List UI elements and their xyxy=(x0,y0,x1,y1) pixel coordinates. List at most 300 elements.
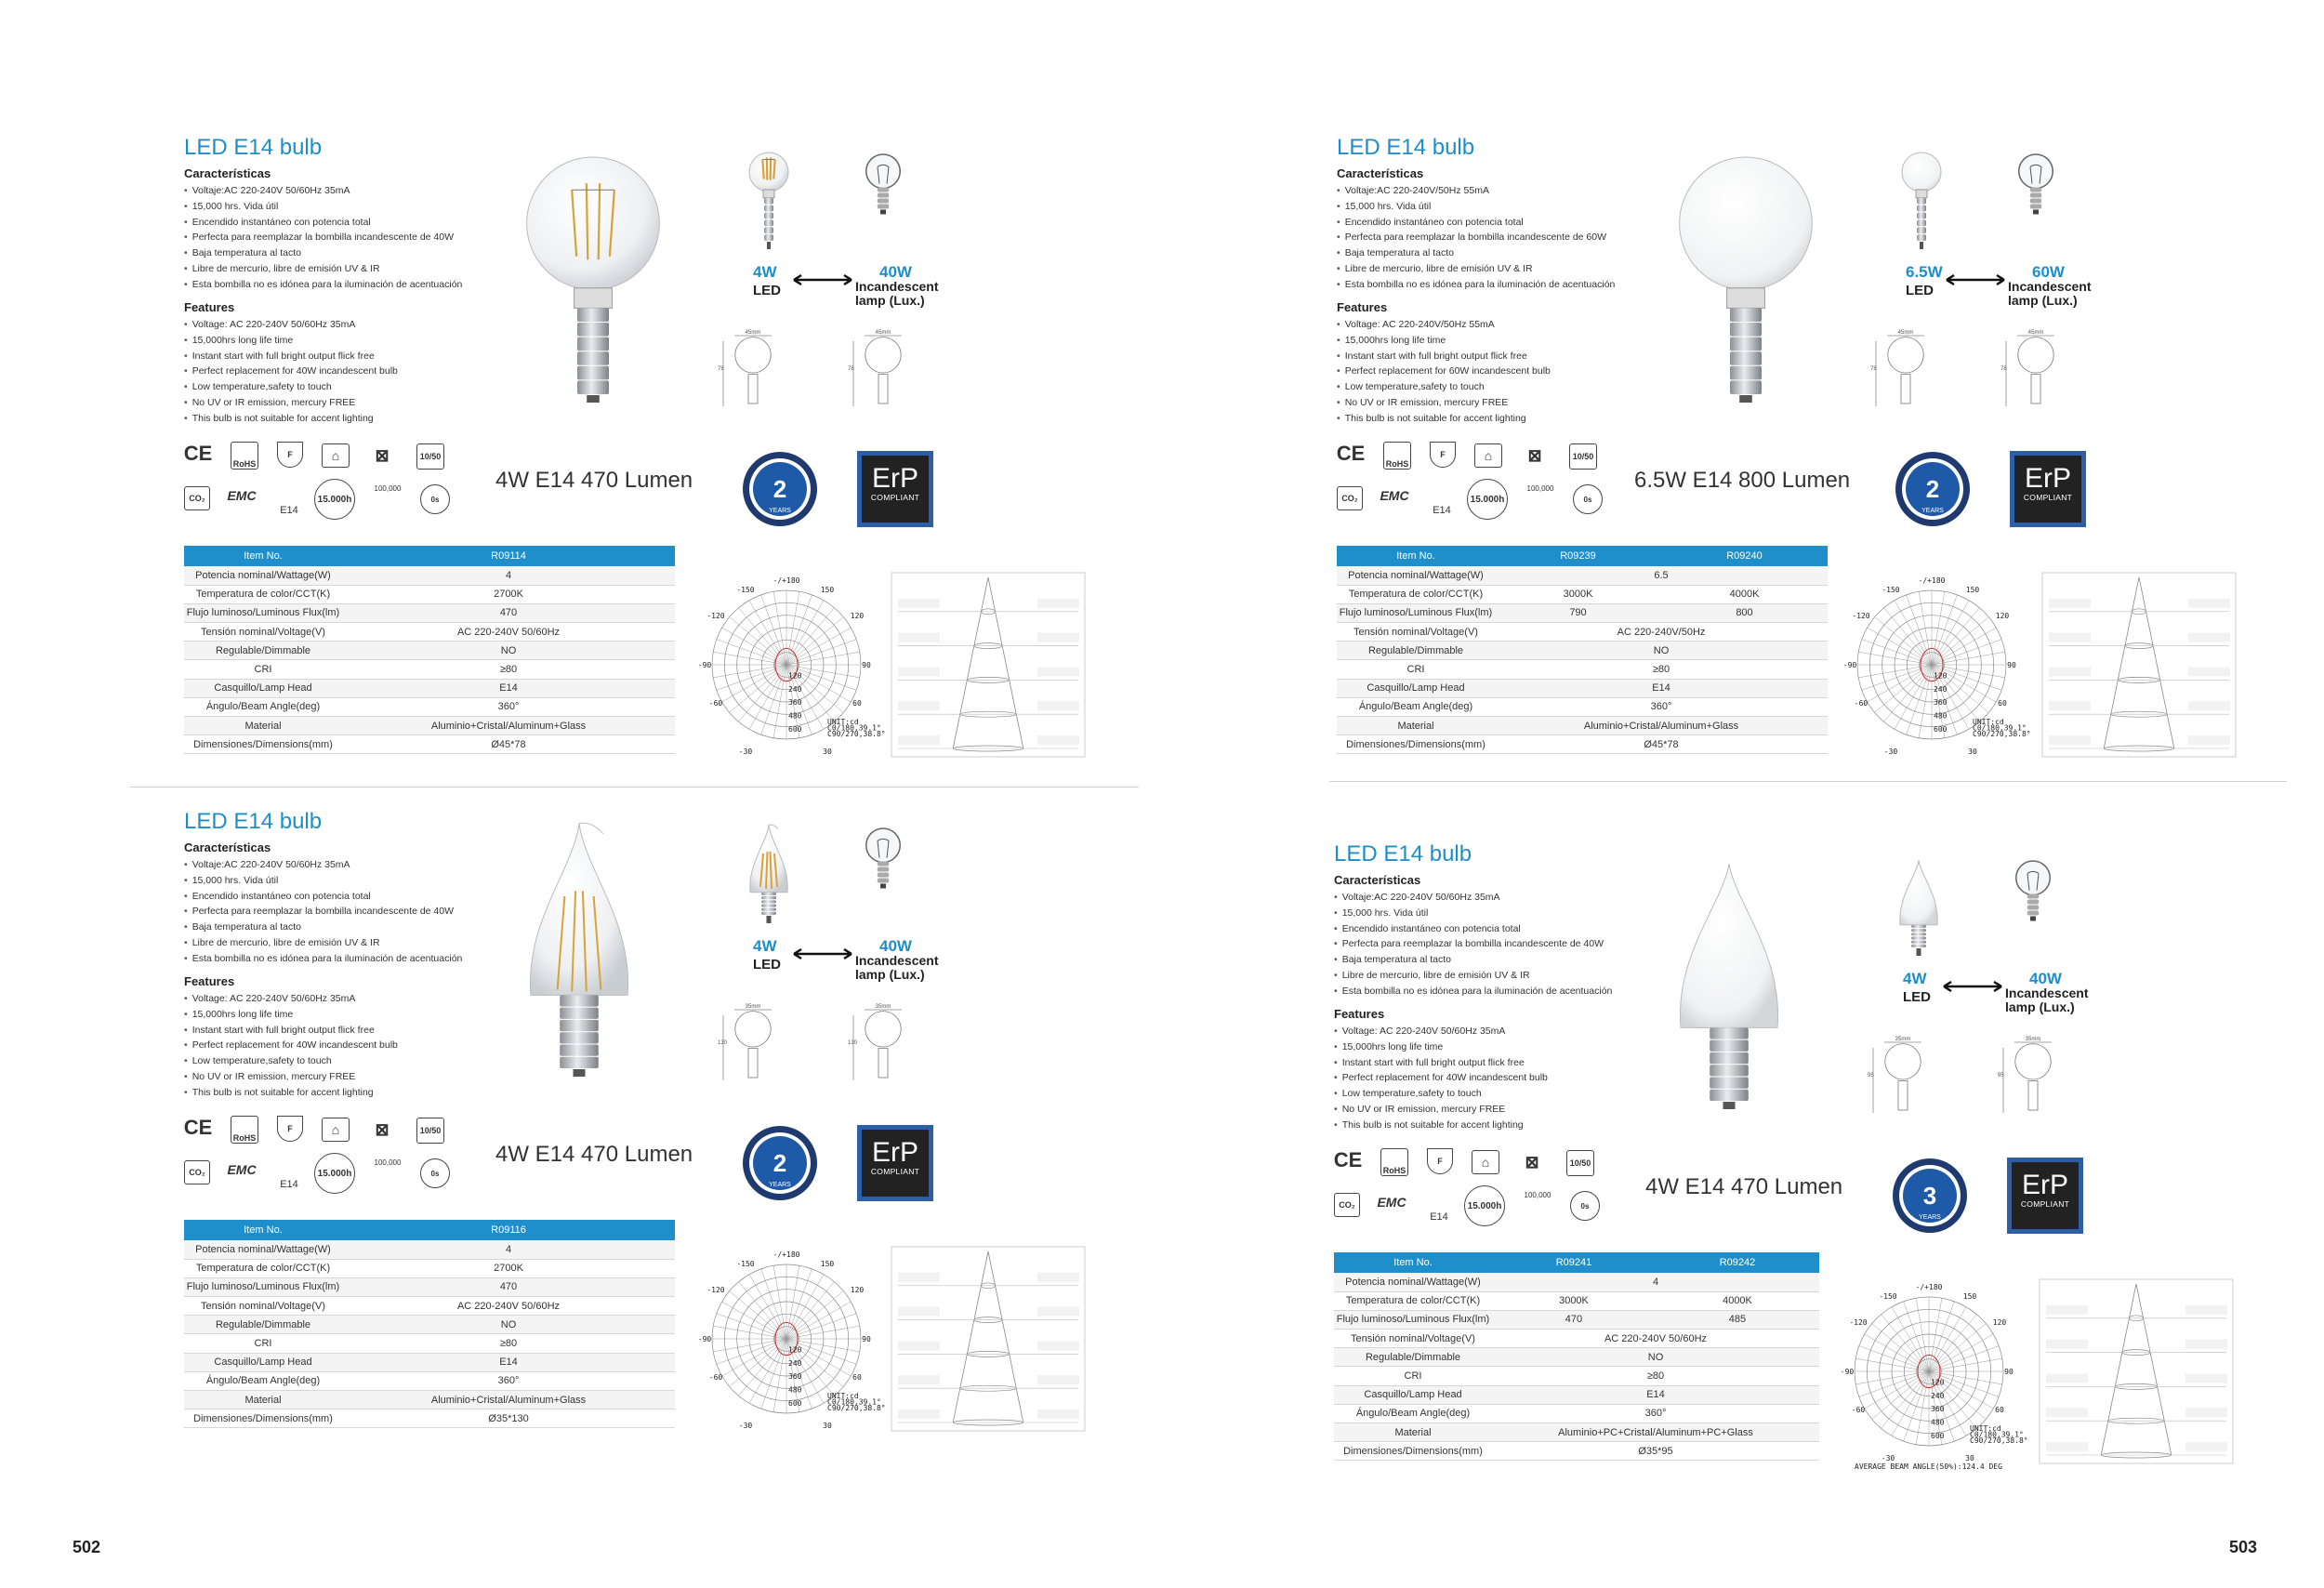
svg-text:-60: -60 xyxy=(708,699,723,708)
feature-item: • This bulb is not suitable for accent lighting xyxy=(1334,1118,1548,1133)
main-bulb-image xyxy=(514,153,672,409)
svg-text:35mm: 35mm xyxy=(2025,1037,2041,1042)
polar-light-distribution-chart xyxy=(693,1246,886,1436)
illuminance-cone-chart xyxy=(2039,1278,2234,1469)
certification-icons xyxy=(184,442,472,525)
product-panel-2 xyxy=(1337,135,2304,776)
svg-text:240: 240 xyxy=(788,1358,802,1368)
incandescent-sublabel: lamp (Lux.) xyxy=(2005,999,2075,1014)
caracteristica-item: • Libre de mercurio, libre de emisión UV & IR xyxy=(1337,261,1615,277)
table-cell: Temperatura de color/CCT(K) xyxy=(184,585,342,603)
switch-cycles-icon: 100,000 xyxy=(374,484,402,493)
table-header-cell: R09242 xyxy=(1656,1252,1819,1273)
table-cell: 800 xyxy=(1661,603,1828,622)
table-row xyxy=(1337,603,1828,622)
table-row xyxy=(184,1277,675,1296)
feature-item: • This bulb is not suitable for accent lighting xyxy=(1337,411,1551,427)
ce-mark-icon: CE xyxy=(1336,442,1366,465)
erp-compliant-label: COMPLIANT xyxy=(2023,493,2073,502)
table-row xyxy=(184,1240,675,1259)
caracteristica-item: • Baja temperatura al tacto xyxy=(1334,952,1612,968)
table-header-row xyxy=(184,1220,675,1240)
table-header-cell: R09239 xyxy=(1495,546,1661,566)
energy-class-f-icon: F xyxy=(277,442,303,468)
svg-text:YEARS: YEARS xyxy=(1919,1214,1941,1221)
table-row xyxy=(184,717,675,735)
table-cell: Potencia nominal/Wattage(W) xyxy=(1337,566,1495,585)
table-header-row xyxy=(1337,546,1828,566)
svg-text:35mm: 35mm xyxy=(745,1004,761,1010)
emc-icon: EMC xyxy=(1380,488,1409,503)
features-list xyxy=(184,317,398,427)
lumen-rating: 4W E14 470 Lumen xyxy=(495,468,693,493)
table-cell: 360° xyxy=(342,1371,675,1390)
svg-text:UNIT:cd: UNIT:cd xyxy=(827,718,859,726)
table-header-cell: Item No. xyxy=(1334,1252,1492,1273)
svg-text:-120: -120 xyxy=(1852,612,1870,620)
caracteristica-item: • Baja temperatura al tacto xyxy=(184,245,462,261)
svg-text:120: 120 xyxy=(1992,1318,2007,1327)
caracteristica-item: • Voltaje:AC 220-240V 50/60Hz 35mA xyxy=(184,857,462,873)
product-title: LED E14 bulb xyxy=(1334,841,1472,867)
rohs-icon: RoHS xyxy=(1383,442,1411,470)
product-title: LED E14 bulb xyxy=(184,809,323,834)
feature-item: • Perfect replacement for 60W incandescent bulb xyxy=(1337,364,1551,379)
table-cell: 2700K xyxy=(342,1259,675,1277)
svg-text:-30: -30 xyxy=(738,1422,753,1430)
table-cell: 4000K xyxy=(1661,585,1828,603)
feature-item: • 15,000hrs long life time xyxy=(184,1007,398,1023)
svg-text:360: 360 xyxy=(788,698,802,708)
svg-text:-150: -150 xyxy=(1882,586,1900,594)
table-cell: Flujo luminoso/Luminous Flux(lm) xyxy=(1334,1310,1492,1329)
warranty-badge-icon xyxy=(742,1125,818,1201)
table-cell: 470 xyxy=(1492,1310,1656,1329)
caracteristica-item: • Encendido instantáneo con potencia total xyxy=(1334,921,1612,937)
table-header-cell: R09114 xyxy=(342,546,675,566)
table-row xyxy=(184,566,675,585)
erp-label: ErP xyxy=(871,1137,918,1168)
svg-text:C0/180,39.1°: C0/180,39.1° xyxy=(1973,723,2027,733)
svg-text:-/+180: -/+180 xyxy=(772,1251,800,1259)
svg-text:90: 90 xyxy=(862,1335,871,1343)
page-number-right: 503 xyxy=(2229,1538,2258,1556)
svg-text:120: 120 xyxy=(1995,612,2010,620)
svg-text:30: 30 xyxy=(823,1422,832,1430)
caracteristica-item: • 15,000 hrs. Vida útil xyxy=(1334,906,1612,921)
ce-mark-icon: CE xyxy=(183,1116,213,1139)
table-cell: Casquillo/Lamp Head xyxy=(184,679,342,697)
svg-text:60: 60 xyxy=(1998,699,2007,708)
caracteristica-item: • Voltaje:AC 220-240V/50Hz 55mA xyxy=(1337,183,1615,199)
table-row xyxy=(1337,585,1828,603)
weee-bin-icon: ⊠ xyxy=(1527,445,1542,465)
e14-socket-icon: E14 xyxy=(1430,1211,1448,1223)
erp-compliant-label: COMPLIANT xyxy=(870,493,920,502)
feature-item: • Voltage: AC 220-240V 50/60Hz 35mA xyxy=(1334,1024,1548,1039)
feature-item: • This bulb is not suitable for accent lighting xyxy=(184,411,398,427)
svg-text:150: 150 xyxy=(1965,586,1980,594)
led-wattage: 4W xyxy=(753,263,777,281)
table-cell: ≥80 xyxy=(1495,660,1828,679)
table-cell: Material xyxy=(184,1391,342,1409)
svg-text:90: 90 xyxy=(2007,661,2016,669)
table-cell: E14 xyxy=(1495,679,1828,697)
caracteristica-item: • Libre de mercurio, libre de emisión UV & IR xyxy=(184,261,462,277)
svg-text:90: 90 xyxy=(2004,1368,2014,1376)
svg-text:35mm: 35mm xyxy=(875,1004,891,1010)
table-row xyxy=(1334,1310,1819,1329)
table-row xyxy=(1334,1404,1819,1423)
caracteristica-item: • Baja temperatura al tacto xyxy=(184,920,462,935)
svg-text:600: 600 xyxy=(788,1399,802,1408)
svg-text:C0/180,39.1°: C0/180,39.1° xyxy=(1970,1430,2024,1439)
table-cell: Casquillo/Lamp Head xyxy=(1334,1385,1492,1404)
table-cell: Aluminio+Cristal/Aluminum+Glass xyxy=(342,717,675,735)
caracteristica-item: • Esta bombilla no es idónea para la iluminación de acentuación xyxy=(1337,277,1615,293)
caracteristica-item: • 15,000 hrs. Vida útil xyxy=(184,873,462,889)
incandescent-label: Incandescent xyxy=(855,953,939,968)
caracteristicas-heading: Características xyxy=(1337,166,1424,180)
svg-text:120: 120 xyxy=(850,1286,865,1294)
svg-text:-60: -60 xyxy=(1851,1406,1866,1414)
svg-text:3: 3 xyxy=(1922,1182,1937,1210)
incandescent-wattage: 40W xyxy=(879,263,912,281)
table-cell: Flujo luminoso/Luminous Flux(lm) xyxy=(184,603,342,622)
table-header-row xyxy=(184,546,675,566)
product-panel-3 xyxy=(184,809,1151,1450)
feature-item: • Low temperature,safety to touch xyxy=(1337,379,1551,395)
packaging-box-icon: 10/50 xyxy=(1569,443,1597,470)
table-row xyxy=(1337,660,1828,679)
certification-icons xyxy=(1337,442,1625,525)
table-header-cell: R09116 xyxy=(342,1220,675,1240)
table-cell: ≥80 xyxy=(342,1334,675,1353)
svg-text:120: 120 xyxy=(1934,671,1948,681)
caracteristica-item: • Voltaje:AC 220-240V 50/60Hz 35mA xyxy=(1334,890,1612,906)
caracteristicas-list xyxy=(1337,183,1615,293)
svg-text:C0/180,39.1°: C0/180,39.1° xyxy=(827,723,881,733)
svg-text:YEARS: YEARS xyxy=(1921,508,1944,514)
svg-text:120: 120 xyxy=(788,671,802,681)
caracteristica-item: • Esta bombilla no es idónea para la iluminación de acentuación xyxy=(1334,984,1612,999)
feature-item: • Low temperature,safety to touch xyxy=(1334,1086,1548,1102)
svg-text:150: 150 xyxy=(820,1260,835,1268)
caracteristica-item: • Encendido instantáneo con potencia total xyxy=(184,215,462,231)
led-bulb-thumb xyxy=(1898,149,1945,256)
svg-text:360: 360 xyxy=(788,1372,802,1382)
table-cell: 360° xyxy=(342,697,675,716)
led-dimension-drawing xyxy=(716,328,790,417)
spec-table xyxy=(1334,1252,1819,1461)
lumen-rating: 4W E14 470 Lumen xyxy=(495,1142,693,1167)
svg-text:-90: -90 xyxy=(697,661,712,669)
feature-item: • 15,000hrs long life time xyxy=(184,333,398,349)
svg-text:-150: -150 xyxy=(736,1260,755,1268)
table-row xyxy=(184,1259,675,1277)
svg-text:-90: -90 xyxy=(1840,1368,1855,1376)
emc-icon: EMC xyxy=(227,1162,257,1177)
emc-icon: EMC xyxy=(1377,1195,1406,1210)
table-cell: Potencia nominal/Wattage(W) xyxy=(184,566,342,585)
table-cell: E14 xyxy=(342,1353,675,1371)
svg-text:2: 2 xyxy=(772,475,787,503)
svg-text:78: 78 xyxy=(2000,366,2007,372)
caracteristica-item: • 15,000 hrs. Vida útil xyxy=(1337,199,1615,215)
table-cell: Potencia nominal/Wattage(W) xyxy=(1334,1273,1492,1291)
feature-item: • Voltage: AC 220-240V 50/60Hz 35mA xyxy=(184,991,398,1007)
table-row xyxy=(184,1371,675,1390)
svg-text:30: 30 xyxy=(823,748,832,756)
feature-item: • No UV or IR emission, mercury FREE xyxy=(184,395,398,411)
caracteristica-item: • Encendido instantáneo con potencia total xyxy=(1337,215,1615,231)
features-list xyxy=(184,991,398,1101)
svg-text:UNIT:cd: UNIT:cd xyxy=(1970,1424,2001,1433)
table-row xyxy=(1334,1291,1819,1310)
features-list xyxy=(1337,317,1551,427)
svg-text:120: 120 xyxy=(788,1345,802,1355)
feature-item: • No UV or IR emission, mercury FREE xyxy=(184,1069,398,1085)
feature-item: • Instant start with full bright output flick free xyxy=(184,349,398,364)
svg-text:130: 130 xyxy=(718,1040,728,1046)
svg-text:30: 30 xyxy=(1968,748,1977,756)
ce-mark-icon: CE xyxy=(1333,1148,1363,1171)
table-row xyxy=(184,623,675,642)
led-label: LED xyxy=(753,957,781,973)
led-dimension-drawing xyxy=(1866,1035,1940,1123)
svg-text:-/+180: -/+180 xyxy=(1918,576,1946,585)
table-cell: Ángulo/Beam Angle(deg) xyxy=(1337,697,1495,716)
features-heading: Features xyxy=(1337,300,1388,314)
lifetime-hours-icon: 15.000h xyxy=(314,479,355,520)
caracteristica-item: • 15,000 hrs. Vida útil xyxy=(184,199,462,215)
led-dimension-drawing xyxy=(1868,328,1943,417)
led-bulb-thumb xyxy=(746,149,792,256)
ce-mark-icon: CE xyxy=(183,442,213,465)
illuminance-cone-chart xyxy=(891,1246,1086,1436)
table-cell: Dimensiones/Dimensions(mm) xyxy=(184,1409,342,1428)
average-beam-angle-label: AVERAGE BEAM ANGLE(50%):124.4 DEG xyxy=(1855,1462,2002,1471)
packaging-box-icon: 10/50 xyxy=(416,443,444,470)
erp-compliant-label: COMPLIANT xyxy=(2020,1199,2070,1209)
energy-class-f-icon: F xyxy=(277,1116,303,1142)
indoor-home-icon: ⌂ xyxy=(1474,443,1502,468)
table-row xyxy=(184,1391,675,1409)
table-cell: Casquillo/Lamp Head xyxy=(184,1353,342,1371)
svg-text:95: 95 xyxy=(1998,1073,2004,1079)
co2-icon: CO₂ xyxy=(184,486,210,510)
table-row xyxy=(1334,1273,1819,1291)
table-row xyxy=(1334,1367,1819,1385)
caracteristica-item: • Libre de mercurio, libre de emisión UV & IR xyxy=(184,935,462,951)
svg-text:2: 2 xyxy=(772,1149,787,1177)
svg-text:150: 150 xyxy=(1962,1292,1977,1301)
incandescent-dimension-drawing xyxy=(1996,1035,2070,1123)
table-cell: Dimensiones/Dimensions(mm) xyxy=(1337,735,1495,754)
svg-text:90: 90 xyxy=(862,661,871,669)
table-row xyxy=(1337,679,1828,697)
energy-class-f-icon: F xyxy=(1427,1148,1453,1174)
svg-text:-60: -60 xyxy=(708,1373,723,1382)
table-cell: Regulable/Dimmable xyxy=(1334,1348,1492,1367)
table-cell: CRI xyxy=(184,1334,342,1353)
table-cell: Regulable/Dimmable xyxy=(184,1316,342,1334)
caracteristica-item: • Perfecta para reemplazar la bombilla incandescente de 60W xyxy=(1337,230,1615,245)
table-header-cell: R09240 xyxy=(1661,546,1828,566)
incandescent-label: Incandescent xyxy=(2008,279,2092,294)
indoor-home-icon: ⌂ xyxy=(322,1118,350,1142)
compare-arrow-icon xyxy=(1942,981,2003,992)
table-row xyxy=(1334,1348,1819,1367)
feature-item: • Voltage: AC 220-240V/50Hz 55mA xyxy=(1337,317,1551,333)
svg-text:480: 480 xyxy=(788,1385,802,1395)
lifetime-hours-icon: 15.000h xyxy=(1467,479,1508,520)
table-cell: NO xyxy=(1492,1348,1819,1367)
table-cell: 790 xyxy=(1495,603,1661,622)
weee-bin-icon: ⊠ xyxy=(1525,1152,1539,1171)
caracteristicas-list xyxy=(1334,890,1612,999)
switch-cycles-icon: 100,000 xyxy=(1524,1191,1552,1199)
caracteristica-item: • Perfecta para reemplazar la bombilla incandescente de 40W xyxy=(184,904,462,920)
table-row xyxy=(184,697,675,716)
table-row xyxy=(184,642,675,660)
warranty-badge-icon xyxy=(1895,451,1971,527)
spec-table xyxy=(184,546,675,754)
table-cell: AC 220-240V 50/60Hz xyxy=(1492,1330,1819,1348)
compare-arrow-icon xyxy=(1945,274,2006,285)
caracteristicas-heading: Características xyxy=(184,166,271,180)
table-cell: Ø35*130 xyxy=(342,1409,675,1428)
rohs-icon: RoHS xyxy=(231,442,258,470)
svg-text:240: 240 xyxy=(788,684,802,694)
incandescent-dimension-drawing xyxy=(846,328,920,417)
erp-compliant-label: COMPLIANT xyxy=(870,1167,920,1176)
svg-text:UNIT:cd: UNIT:cd xyxy=(1973,718,2004,726)
feature-item: • Low temperature,safety to touch xyxy=(184,1053,398,1069)
table-header-cell: Item No. xyxy=(184,546,342,566)
erp-label: ErP xyxy=(871,463,918,494)
feature-item: • Perfect replacement for 40W incandescent bulb xyxy=(184,364,398,379)
erp-compliant-badge xyxy=(2010,451,2086,527)
product-title: LED E14 bulb xyxy=(184,135,323,160)
svg-text:-90: -90 xyxy=(697,1335,712,1343)
polar-light-distribution-chart xyxy=(1839,572,2031,762)
indoor-home-icon: ⌂ xyxy=(1472,1150,1499,1174)
svg-text:35mm: 35mm xyxy=(1895,1037,1911,1042)
features-list xyxy=(1334,1024,1548,1133)
incandescent-sublabel: lamp (Lux.) xyxy=(855,293,925,308)
led-bulb-thumb xyxy=(1895,855,1942,962)
table-cell: Tensión nominal/Voltage(V) xyxy=(184,623,342,642)
erp-compliant-badge xyxy=(857,451,933,527)
svg-text:120: 120 xyxy=(850,612,865,620)
svg-text:-120: -120 xyxy=(706,612,725,620)
table-cell: NO xyxy=(342,642,675,660)
table-row xyxy=(1337,642,1828,660)
spec-table xyxy=(184,1220,675,1428)
table-row xyxy=(1337,735,1828,754)
led-wattage: 4W xyxy=(1903,970,1927,987)
table-cell: AC 220-240V/50Hz xyxy=(1495,623,1828,642)
incandescent-wattage: 60W xyxy=(2032,263,2065,281)
svg-text:C0/180,39.1°: C0/180,39.1° xyxy=(827,1397,881,1407)
e14-socket-icon: E14 xyxy=(280,505,298,516)
svg-text:480: 480 xyxy=(1931,1418,1945,1427)
svg-text:-60: -60 xyxy=(1854,699,1868,708)
table-cell: CRI xyxy=(184,660,342,679)
feature-item: • Perfect replacement for 40W incandescent bulb xyxy=(1334,1070,1548,1086)
table-cell: Material xyxy=(184,717,342,735)
table-cell: 3000K xyxy=(1495,585,1661,603)
svg-text:YEARS: YEARS xyxy=(769,1182,791,1188)
features-heading: Features xyxy=(184,300,235,314)
erp-compliant-badge xyxy=(857,1125,933,1201)
emc-icon: EMC xyxy=(227,488,257,503)
polar-light-distribution-chart xyxy=(1836,1278,2028,1469)
right-page-divider xyxy=(1329,781,2287,782)
caracteristica-item: • Esta bombilla no es idónea para la iluminación de acentuación xyxy=(184,951,462,967)
warm-up-icon: 0s xyxy=(1570,1191,1600,1221)
weee-bin-icon: ⊠ xyxy=(375,445,390,465)
table-row xyxy=(184,1334,675,1353)
warm-up-icon: 0s xyxy=(1573,484,1603,514)
incandescent-dimension-drawing xyxy=(1999,328,2073,417)
caracteristica-item: • Perfecta para reemplazar la bombilla incandescente de 40W xyxy=(1334,936,1612,952)
table-cell: Casquillo/Lamp Head xyxy=(1337,679,1495,697)
led-wattage: 4W xyxy=(753,937,777,955)
table-row xyxy=(1337,566,1828,585)
led-label: LED xyxy=(753,283,781,298)
table-cell: Aluminio+Cristal/Aluminum+Glass xyxy=(1495,717,1828,735)
table-header-cell: Item No. xyxy=(1337,546,1495,566)
e14-socket-icon: E14 xyxy=(280,1179,298,1190)
svg-text:480: 480 xyxy=(788,711,802,721)
svg-text:-90: -90 xyxy=(1842,661,1857,669)
svg-text:360: 360 xyxy=(1931,1405,1945,1414)
incandescent-wattage: 40W xyxy=(2029,970,2062,987)
led-wattage: 6.5W xyxy=(1906,263,1943,281)
caracteristica-item: • Perfecta para reemplazar la bombilla incandescente de 40W xyxy=(184,230,462,245)
table-cell: Ø35*95 xyxy=(1492,1442,1819,1461)
svg-text:480: 480 xyxy=(1934,711,1948,721)
product-panel-1 xyxy=(184,135,1151,776)
incandescent-wattage: 40W xyxy=(879,937,912,955)
warm-up-icon: 0s xyxy=(420,484,450,514)
energy-class-f-icon: F xyxy=(1430,442,1456,468)
svg-text:240: 240 xyxy=(1934,684,1948,694)
table-row xyxy=(184,1316,675,1334)
svg-text:45mm: 45mm xyxy=(1897,330,1914,336)
table-row xyxy=(184,679,675,697)
table-cell: E14 xyxy=(1492,1385,1819,1404)
co2-icon: CO₂ xyxy=(1337,486,1363,510)
table-cell: 3000K xyxy=(1492,1291,1656,1310)
incandescent-sublabel: lamp (Lux.) xyxy=(2008,293,2078,308)
table-row xyxy=(184,603,675,622)
table-cell: 360° xyxy=(1492,1404,1819,1423)
table-row xyxy=(184,735,675,754)
product-panel-4 xyxy=(1334,841,2301,1483)
table-cell: Material xyxy=(1337,717,1495,735)
svg-text:-/+180: -/+180 xyxy=(772,576,800,585)
rohs-icon: RoHS xyxy=(231,1116,258,1144)
svg-text:C90/270,38.8°: C90/270,38.8° xyxy=(1970,1436,2028,1445)
incandescent-bulb-thumb xyxy=(2014,152,2058,249)
caracteristica-item: • Encendido instantáneo con potencia total xyxy=(184,889,462,905)
product-title: LED E14 bulb xyxy=(1337,135,1475,160)
certification-icons xyxy=(184,1116,472,1199)
svg-text:60: 60 xyxy=(1995,1406,2004,1414)
